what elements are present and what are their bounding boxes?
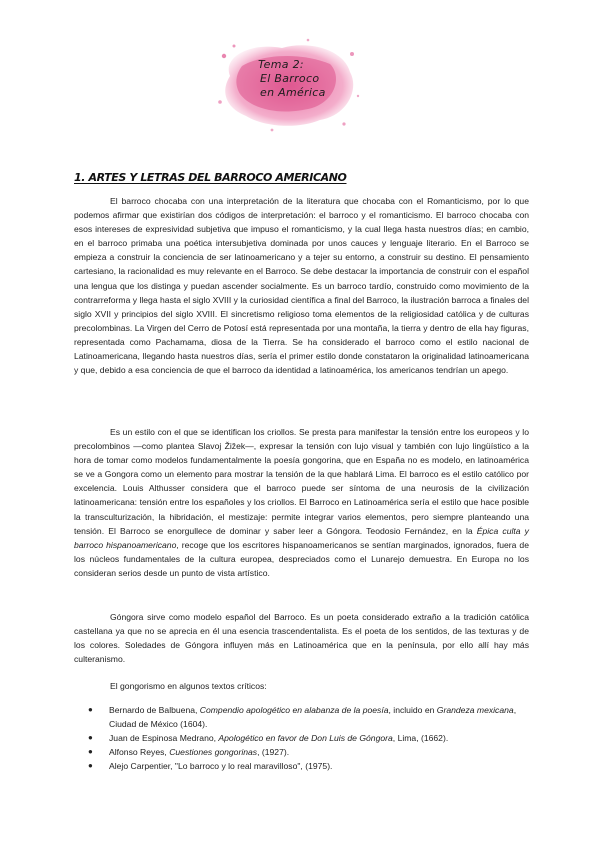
reference-item: [88, 759, 533, 773]
reference-author: Alejo Carpentier, "Lo barroco y lo real maravilloso", (1975).: [109, 761, 333, 772]
header-title-line: El Barroco: [260, 72, 320, 85]
paragraph-text-part: Es un estilo con el que se identifican los criollos. Se presta para manifestar la tensión entre los europeos y lo precolombinos —como plantea Slavoj Žižek—, expresar la tensión con lujo visual y también con lujo lingüístico a la hora de tomar como modelos fundamentalmente la poesía gongorina, que en España no es modelo, en latinoamérica se ve a Gongora como un elemento para mostrar la tensión de la que hablará Lima. El barroco es el estilo católico por excelencia. Louis Althusser considera que el barroco puede ser síntoma de una neurosis de la civilización latinoamericana: tensión entre los españoles y los criollos. El Barroco en Latinoamérica sería el estilo que hace posible la transculturización, la hibridación, el mestizaje: permite integrar varios elementos, pero siempre planteando una tensión. El Barroco se enorgullece de dominar y saber leer a Góngora. Teodosio Fernández, en la: [74, 427, 529, 536]
bullet-icon: ●: [88, 705, 93, 714]
paragraph-text-part: , recoge que los escritores hispanoamericanos se sentían marginados, ignorados, fuera de los núcleos fundamentales de la cultura europea, despreciados como el Lunarejo demuestra. En Europa no los consideran serios desde un punto de vista artístico.: [74, 539, 529, 578]
reference-work: Apologético en favor de Don Luis de Góngora: [218, 733, 393, 744]
reference-work: Compendio apologético en alabanza de la poesía: [199, 705, 389, 715]
paragraph-text: Góngora sirve como modelo español del Barroco. Es un poeta considerado extraño a la tradición católica castellana ya que no se aprecia en él una esencia trascendentalista. Es el poeta de los sentidos, de las texturas y de los colores. Soledades de Góngora influyen más en Latinoamérica que en la península, por ello allí hay más culteranismo.: [74, 612, 529, 665]
bullet-icon: ●: [88, 747, 93, 757]
bullet-icon: ●: [88, 761, 93, 771]
paragraph-text: [74, 425, 529, 580]
reference-text: [109, 745, 533, 759]
reference-rest: , Ciudad de México (1604).: [109, 705, 517, 730]
reference-text: [109, 731, 533, 745]
references-intro: El gongorismo en algunos textos críticos:: [110, 681, 267, 691]
reference-text: [109, 703, 533, 731]
reference-work: Cuestiones gongorinas: [169, 747, 258, 758]
reference-item: [88, 703, 533, 731]
header-title: [258, 58, 378, 100]
section-heading: 1. ARTES Y LETRAS DEL BARROCO AMERICANO: [74, 171, 347, 184]
reference-work: Grandeza mexicana: [436, 705, 514, 715]
references-list: [88, 703, 533, 773]
reference-mid: , incluido en: [388, 705, 437, 715]
paragraph-text: El barroco chocaba con una interpretación de la literatura que chocaba con el Romanticismo, por lo que podemos afirmar que existirían dos códigos de interpretación: el barroco y el romanticismo. El barroco chocaba con esos intereses de expresividad subjetiva que impuso el romanticismo, y la cual llega hasta nuestros días; en cambio, en el barroco primaba una poética intersubjetiva dominada por unos cauces y lenguaje literario. En el Barroco se empieza a construir la conciencia de ser latinoamericano y a tejer su entorno, a construir su destino. El pensamiento cartesiano, la racionalidad es muy relevante en el Barroco. Se debe destacar la importancia de construir con el español una lengua que los distinga y puedan ascender socialmente. Es un barroco tardío, construido como movimiento de la contrarreforma y llega hasta el siglo XVIII y la curiosidad científica a final del Barroco, la ilustración barroca a finales del siglo XVII y principios del siglo XVIII. El sincretismo religioso toma elementos de la religiosidad católica y de culturas precolombinas. La Virgen del Cerro de Potosí está representada por una montaña, la tierra y dentro de ella hay figuras, representada como Pachamama, diosa de la Tierra. Se ha considerado el barroco como el estilo nacional de Latinoamericana, llegando hasta nuestros días, sería el primer estilo donde constataron la originalidad latinoamericana y que, debido a esa conciencia de que el barroco da identidad a latinoamérica, los americanos tendrían un apego.: [74, 196, 529, 376]
paragraph-1: [74, 194, 529, 377]
reference-item: [88, 731, 533, 745]
reference-author: Juan de Espinosa Medrano,: [109, 733, 219, 744]
paragraph-3: [74, 610, 529, 666]
bullet-icon: ●: [88, 733, 93, 743]
header-title-line: Tema 2:: [258, 58, 304, 71]
cited-work-title: Épica culta y barroco hispanoamericano: [74, 525, 529, 550]
reference-rest: , (1927).: [257, 747, 290, 758]
header-title-line: en América: [260, 86, 326, 99]
reference-author: Alfonso Reyes,: [109, 747, 170, 758]
reference-rest: , Lima, (1662).: [392, 733, 449, 744]
reference-item: [88, 745, 533, 759]
reference-text: [109, 759, 533, 773]
paragraph-2: [74, 425, 529, 580]
reference-author: Bernardo de Balbuena,: [109, 705, 200, 715]
